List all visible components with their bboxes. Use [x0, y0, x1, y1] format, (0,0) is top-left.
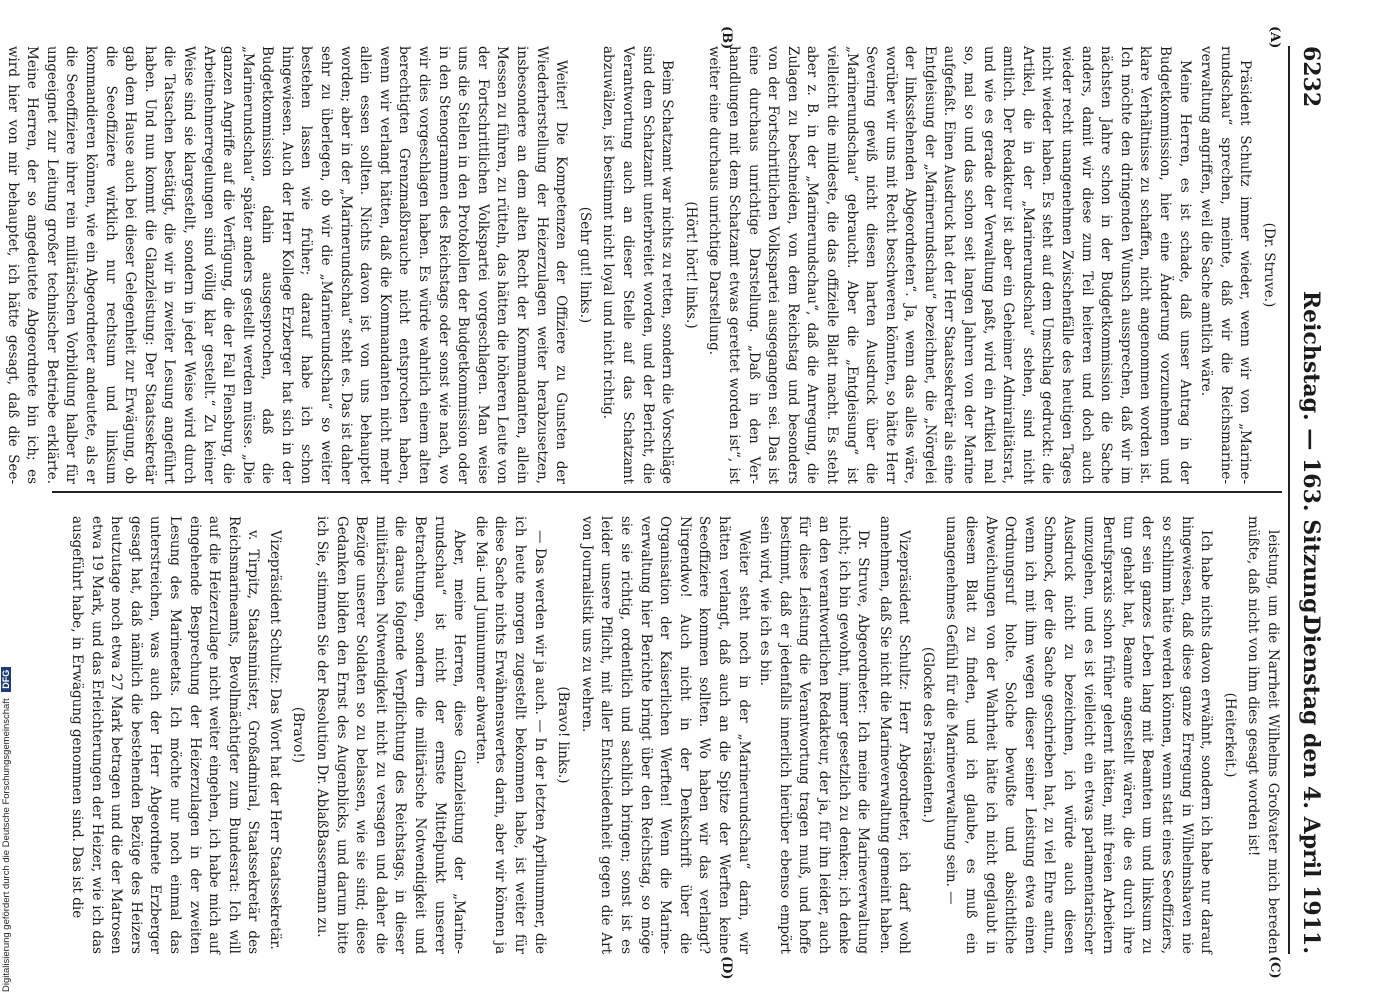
paragraph: Ich habe nichts davon erwähnt, sondern ich habe nur darauf hingewiesen, daß diese ganze Erregung in Wilhelmshaven nie so schlimm hätte werden können, wenn statt eines Seeoffiziers, der sein ganzes Leben lang mit Beamten um und linksum zu tun gehabt hat, Beamte angestellt wären, die es durch ihre Berufspraxis schon früher gelernt hätten, mit freien Arbeitern umzugehen, und es ist vielleicht ein etwas parlamentarischer Ausdruck nicht zu bezeichnen, ich würde auch diesen Schmock, der die Sache geschrieben hat, zu viel Ehre antun, wenn ich mit ihm wegen dieser seiner Leistung etwa einen Ordnungsruf holte. Solche bewußte und absichtliche Abweichungen von der Wahrheit hätte ich nicht geglaubt in diesem Blatt zu finden, und ich glaube, es muß ein unangenehmes Gefühl für die Marineverwaltung sein. —	[943, 516, 1215, 954]
interjection: (Glocke des Präsidenten.)	[919, 646, 936, 824]
left-column	[4, 46, 1282, 484]
paragraph: Aber, meine Herren, diese Glanzleistung der „Marinerundschau“ ist nicht der ernste Mittelpunkt unserer Betrachtungen, sondern die militärische Notwendigkeit und die daraus folgende Verpflichtung des Reichstags, in dieser militärischen Notwendigkeit nicht zu versagen und daher die Bezüge unserer Soldaten so zu belassen, wie sie sind; diese Gedanken bilden den Ernst des Augenblicks, und darum bitte ich Sie, stimmen Sie der Resolution Dr. AblaßBassermann zu.	[314, 516, 468, 954]
paragraph: v. Tirpitz, Staatsminister, Großadmiral, Staatssekretär des Reichsmarineamts, Bevollmächtigter zum Bundesrat: Ich will auf die Heizerzulage nicht weiter eingehen, ich habe mich auf eingehende Besprechung der Heizerzulagen in der zweiten Lesung des Marineetats. Ich möchte nur noch einmal das unterstreichen, was auch der Herr Abgeordnete Erzberger gesagt hat, daß nämlich die bestehenden Bezüge des Heizers heutzutage noch etwa 27 Mark betragen und die der Matrosen etwa 19 Mark, und das Erleichterungen der Heizer, wie ich das ausgeführt habe, in Erwägung genommen sind. Das ist die	[68, 516, 262, 954]
margin-marker-b: (B)	[719, 26, 734, 50]
page-header	[1290, 46, 1324, 954]
speaker-tag: (Dr. Struve.)	[1261, 222, 1277, 308]
paragraph: Beim Schatzamt war nichts zu retten, sondern die Vorschläge sind dem Schatzamt unterbreitet worden, und der Bericht, die Verantwortung auch an dieser Stelle auf das Schatzamt abzuwälzen, ist bestimmt nicht loyal und nicht richtig.	[600, 46, 676, 484]
header-rule	[1288, 46, 1290, 954]
page-number: 6232	[1298, 46, 1324, 108]
paragraph: Präsident Schultz immer wieder, wenn wir von „Marinerundschau“ sprechen, meinte, daß wir die Reichsmarineverwaltung angriffen, weil die Sache amtlich wäre.	[1198, 46, 1254, 484]
paragraph: Meine Herren, es ist schade, daß unser Antrag in der Budgetkommission, hier eine Änderung vorzunehmen und klare Verhältnisse zu schaffen, nicht angenommen worden ist. Ich möchte den dringenden Wunsch aussprechen, daß wir im nächsten Jahre schon in der Budgetkommission die Sache anders, damit wir diese zum Teil heiteren und doch auch wieder recht unangenehmen Zwischenfälle des heutigen Tages nicht wieder haben. Es steht auf dem Umschlag gedruckt: die Artikel, die in der „Marinerundschau“ stehen, sind nicht amtlich. Der Redakteur ist aber ein Geheimer Admiralitätsrat, und wie es gerade der Verwaltung paßt, wird ein Artikel mal so, mal so und das schon seit langen Jahren von der Marine aufgefaßt. Einen Ausdruck hat der Herr Staatssekretär als eine Entgleisung der „Marinerundschau“ bezeichnet, die „Nörgelei der linksstehenden Abgeordneten“. Ja, wenn das alles wäre, worüber wir uns mit Recht beschweren könnten, so hätte Herr Severing gewiß nicht diesen harten Ausdruck über die „Marinerundschau“ gebraucht. Aber die „Entgleisung“ ist vielleicht die mildeste, die das offizielle Blatt macht. Es steht aber z. B. in der „Marinerundschau“, daß die Anregung, die Zulagen zu beschneiden, von dem Reichstag und besonders von der Fortschrittlichen Volkspartei ausgegangen sei. Das ist eine durchaus unrichtige Darstellung. „Daß in den Verhandlungen mit dem Schatzamt etwas gerettet worden ist“, ist weiter eine durchaus unrichtige Darstellung.	[706, 46, 1193, 484]
paragraph: Dr. Struve, Abgeordneter: Ich meine die Marineverwaltung nicht; ich bin gewohnt, immer gesetzlich zu denken; ich denke an den verantwortlichen Redakteur, der ja, für ihn leider, auch für diese Leistung die Verantwortung tragen muß, und hoffe bestimmt, daß er jedenfalls innerlich hierüber ebenso empört sein wird, wie ich es bin.	[757, 516, 872, 954]
paragraph: Vizepräsident Schultz: Das Wort hat der Herr Staatssekretär.	[266, 530, 283, 950]
interjection: (Hört! hört! links.)	[682, 201, 699, 329]
paragraph: Vizepräsident Schultz: Herr Abgeordneter, ich darf wohl annehmen, daß Sie nicht die Marineverwaltung gemeint haben.	[876, 516, 913, 954]
right-column	[52, 516, 1282, 954]
dfg-logo: DFG	[1, 667, 11, 692]
interjection: (Bravo!)	[290, 706, 307, 764]
paragraph: Weiter steht noch in der „Marinerundschau“ darin, wir hätten verlangt, daß auch an die Spitze der Werften keine Seeoffiziere kommen sollten. Wo haben wir das verlangt? Nirgendwo! Auch nicht in der Denkschrift über die Organisation der Kaiserlichen Werften! Wenn die Marineverwaltung hier Berichte bringt über den Reichstag, so möge sie sie richtig, ordentlich und sachlich bringen; sonst ist es leider unsere Pflicht, mit aller Entschiedenheit gegen die Art von Journalistik uns zu wehren.	[578, 516, 752, 954]
interjection: (Bravo! links.)	[555, 686, 572, 784]
digitization-credit	[1, 667, 12, 992]
margin-marker-c: (C)	[1267, 956, 1282, 979]
paragraph: — Das werden wir ja auch. — In der letzten Aprilnummer, die ich heute morgen zugestellt bekommen habe, ist weiter für diese Sache nichts Erwähnenswertes darin, aber wir können ja die Mai- und Juninummer abwarten.	[472, 516, 548, 954]
paragraph: Weiter! Die Kompetenzen der Offiziere zu Gunsten der Wiederherstellung der Heizerzulagen weiter herabzusetzen, insbesondere an dem alten Recht der Kommandanten, allein Messen zu führen, zu rütteln, das hätten die höheren Leute von der Fortschrittlichen Volkspartei vorgeschlagen. Man weise uns die Stellen in den Protokollen der Budgetkommission oder in den Stenogrammen des Reichstags oder sonst wie nach, wo wir dies vorgeschlagen haben. Es würde wahrlich einem alten berechtigten Grenzmaßbrauche nicht entsprochen haben, wenn wir verlangt hätten, daß die Kommandanten nicht mehr allein essen sollten. Nichts davon ist von uns behauptet worden; aber in der „Marinerundschau“ steht es. Das ist daher sehr zu überlegen, ob wir die „Marinerundschau“ so weiter bestehen lassen wie früher; darauf habe ich schon hingewiesen. Auch der Herr Kollege Erzberger hat sich in der Budgetkommission dahin ausgesprochen, daß die „Marinerundschau“ später anders gestellt werden müsse. „Die ganzen Angriffe auf die Verfügung, die der Fall Flensburg, die Arbeitnehmerregelungen sind völlig klar gestellt.“ Zu keiner Weise sind sie klargestellt, sondern in jeder Weise wird durch die Tatsachen bestätigt, die wir in zweiter Lesung angeführt haben. Und nun kommt die Glanzleistung: Der Staatssekretär gab dem Hause auch bei dieser Gelegenheit zur Erwägung, ob die Seeoffiziere wirklich nur rechtsum und linksum kommandieren können, wie ein Abgeordneter andeutete, als er die Seeoffiziere ihrer rein militärischen Vorbildung halber für ungeeignet zur Leitung großer technischer Betriebe erklärte. Meine Herren, der so angedeutete Abgeordnete bin ich; es wird hier von mir behauptet, ich hätte gesagt, daß die See	[4, 46, 570, 484]
margin-marker-d: (D)	[719, 956, 734, 980]
interjection: (Heiterkeit.)	[1221, 692, 1238, 778]
session-title: Reichstag. — 163. Sitzung.	[1298, 290, 1324, 622]
session-date: Dienstag den 4. April 1911.	[1298, 615, 1324, 954]
margin-marker-a: (A)	[1267, 26, 1282, 49]
interjection: (Sehr gut! links.)	[576, 206, 593, 324]
paragraph: leistung, um die Narrheit Wilhelms Großvater mich bereden müßte, daß nicht von ihm dies gesagt worden ist!	[1245, 516, 1281, 954]
credit-text: Digitalisierung gefördert durch die Deutsche Forschungsgemeinschaft	[1, 698, 12, 992]
column-divider	[52, 491, 1282, 493]
